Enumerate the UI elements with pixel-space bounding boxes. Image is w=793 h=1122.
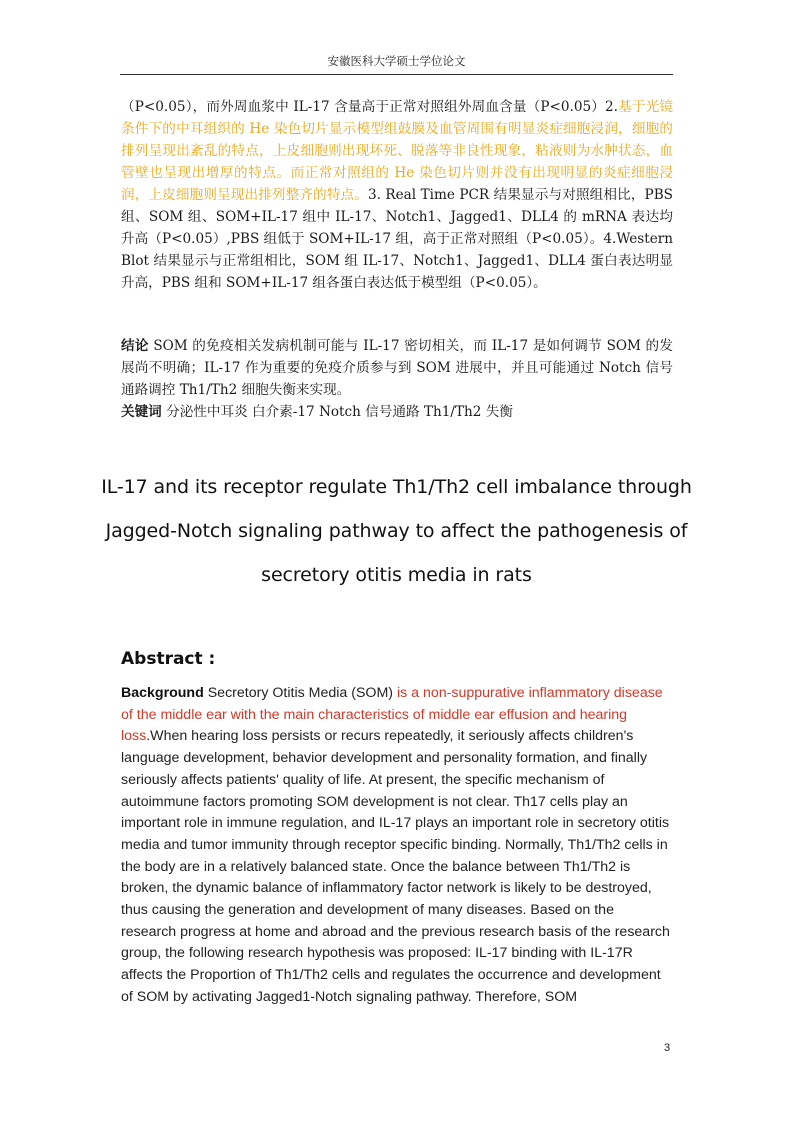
conclusion-text: SOM 的免疫相关发病机制可能与 IL-17 密切相关，而 IL-17 是如何调节 SOM 的发展尚不明确；IL-17 作为重要的免疫介质参与到 SOM 进展中，并且可能通过 Notch 信号通路调控 Th1/Th2 细胞失衡来实现。 xyxy=(121,338,674,398)
english-title-line-1: IL-17 and its receptor regulate Th1/Th2 cell imbalance through xyxy=(101,476,692,498)
background-label: Background xyxy=(121,685,204,701)
results-text-a: （P<0.05），而外周血浆中 IL-17 含量高于正常对照组外周血含量（P<0.05）2. xyxy=(121,99,618,115)
abstract-red-text: is a non-suppurative inflammatory disease of the middle ear with the main characteristics of middle ear effusion and hearing loss xyxy=(121,685,663,745)
abstract-text-b: .When hearing loss persists or recurs repeatedly, it seriously affects children's language development, behavior development and personality formation, and finally seriously affects patients' quality of life. At present, the specific mechanism of autoimmune factors promoting SOM development is not clear. Th17 cells play an important role in immune regulation, and IL-17 plays an important role in secretory otitis media and tumor immunity through receptor specific binding. Normally, Th1/Th2 cells in the body are in a relatively balanced state. Once the balance between Th1/Th2 is broken, the dynamic balance of inflammatory factor network is likely to be destroyed, thus causing the generation and development of many diseases. Based on the research progress at home and abroad and the previous research basis of the research group, the following research hypothesis was proposed: IL-17 binding with IL-17R affects the Proportion of Th1/Th2 cells and regulates the occurrence and development of SOM by activating Jagged1-Notch signaling pathway. Therefore, SOM xyxy=(121,728,670,1005)
abstract-heading: Abstract : xyxy=(121,649,216,669)
abstract-background-paragraph xyxy=(121,683,673,1009)
english-title-line-3: secretory otitis media in rats xyxy=(261,564,532,586)
page-number: 3 xyxy=(664,1042,671,1054)
results-text-c: 3. Real Time PCR 结果显示与对照组相比，PBS 组、SOM 组、SOM+IL-17 组中 IL-17、Notch1、Jagged1、DLL4 的 mRNA 表达均升高（P<0.05）,PBS 组低于 SOM+IL-17 组，高于正常对照组（P<0.05）。4.Western Blot 结果显示与正常组相比，SOM 组 IL-17、Notch1、Jagged1、DLL4 蛋白表达明显升高，PBS 组和 SOM+IL-17 组各蛋白表达低于模型组（P<0.05）。 xyxy=(121,187,673,291)
results-paragraph xyxy=(121,96,673,294)
results-highlighted-text: 基于光镜条件下的中耳组织的 He 染色切片显示模型组鼓膜及血管周围有明显炎症细胞浸润，细胞的排列呈现出紊乱的特点，上皮细胞则出现坏死、脱落等非良性现象，粘液则为水肿状态，血管壁也呈现出增厚的特点。而正常对照组的 He 染色切片则并没有出现明显的炎症细胞浸润，上皮细胞则呈现出排列整齐的特点。 xyxy=(121,99,673,203)
keywords-paragraph xyxy=(121,401,673,423)
keywords-text: 分泌性中耳炎 白介素-17 Notch 信号通路 Th1/Th2 失衡 xyxy=(161,404,513,420)
header-rule xyxy=(120,74,673,75)
keywords-label: 关键词 xyxy=(121,404,162,420)
english-title-line-2: Jagged-Notch signaling pathway to affect the pathogenesis of xyxy=(105,520,688,542)
conclusion-paragraph xyxy=(121,335,673,401)
english-title xyxy=(100,465,693,597)
abstract-text-a: Secretory Otitis Media (SOM) xyxy=(203,685,397,701)
running-header: 安徽医科大学硕士学位论文 xyxy=(327,54,466,68)
conclusion-label: 结论 xyxy=(121,338,149,354)
